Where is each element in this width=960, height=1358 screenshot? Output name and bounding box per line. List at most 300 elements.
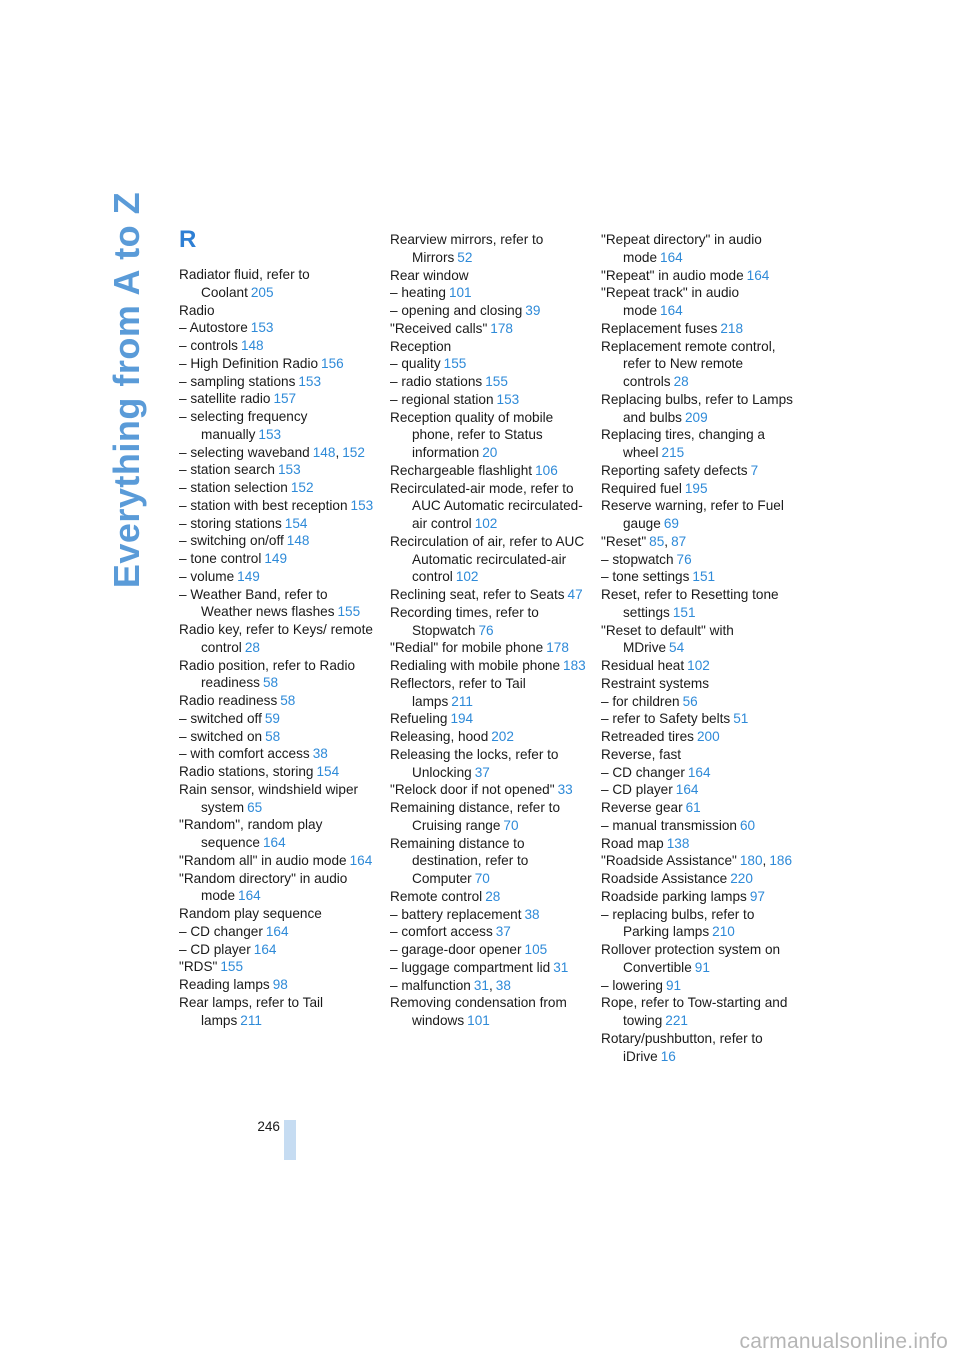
entry-text: – opening and closing bbox=[390, 303, 523, 318]
entry-text: "Redial" for mobile phone bbox=[390, 640, 544, 656]
index-entry bbox=[390, 799, 586, 835]
entry-text: – switching on/off bbox=[179, 533, 284, 549]
entry-text: "Relock door if not opened" bbox=[390, 782, 555, 798]
index-entry bbox=[601, 320, 797, 338]
index-entry bbox=[390, 941, 586, 959]
entry-text: – with comfort access bbox=[179, 746, 310, 762]
entry-text: – replacing bulbs, refer to Parking lamps bbox=[601, 906, 755, 940]
entry-text: Rotary/pushbutton, refer to iDrive bbox=[601, 1030, 763, 1064]
entry-text: – malfunction bbox=[390, 977, 471, 993]
page-reference-link[interactable]: 61 bbox=[685, 800, 701, 815]
entry-text: "Repeat directory" in audio mode bbox=[601, 232, 762, 265]
page-reference-link[interactable]: 151 bbox=[672, 604, 696, 620]
page-reference-link[interactable]: 102 bbox=[455, 569, 479, 585]
entry-text: – quality bbox=[390, 356, 441, 372]
index-entry bbox=[601, 906, 797, 942]
index-entry bbox=[179, 319, 375, 337]
index-entry bbox=[390, 373, 586, 391]
page-reference-link[interactable]: 70 bbox=[474, 871, 490, 886]
index-entry bbox=[601, 338, 797, 391]
index-entry bbox=[179, 461, 375, 479]
page-reference-link[interactable]: 20 bbox=[482, 445, 498, 460]
page-reference-link[interactable]: 209 bbox=[684, 409, 708, 425]
entry-text: Radio bbox=[179, 302, 215, 318]
page-reference-link[interactable]: 70 bbox=[503, 817, 519, 833]
page-reference-link[interactable]: 153 bbox=[496, 391, 520, 407]
entry-text: "Repeat track" in audio mode bbox=[601, 285, 740, 318]
page-reference-link[interactable]: 164 bbox=[746, 267, 770, 283]
index-entry bbox=[601, 284, 797, 320]
index-entry bbox=[601, 977, 797, 995]
page-reference-link[interactable]: 39 bbox=[525, 303, 541, 318]
index-entry bbox=[390, 586, 586, 604]
entry-text: Recirculated-air mode, refer to AUC Automatic recirculated-air control bbox=[390, 480, 583, 531]
page-reference-link[interactable]: 164 bbox=[262, 835, 286, 850]
index-entry bbox=[179, 941, 375, 959]
page-reference-link[interactable]: 76 bbox=[676, 551, 692, 567]
page-reference-link[interactable]: 91 bbox=[694, 959, 710, 975]
index-entry bbox=[179, 728, 375, 746]
page-reference-link[interactable]: 60 bbox=[740, 817, 756, 833]
page-reference-link[interactable]: 38 bbox=[495, 977, 511, 993]
page-reference-link[interactable]: 211 bbox=[240, 1012, 262, 1028]
index-entry bbox=[179, 515, 375, 533]
page-reference-link[interactable]: 202 bbox=[491, 729, 514, 744]
page-reference-link[interactable]: 148 bbox=[312, 444, 336, 460]
index-entry bbox=[390, 267, 586, 285]
index-entry bbox=[390, 923, 586, 941]
index-entry bbox=[601, 728, 797, 746]
page-reference-link[interactable]: 91 bbox=[665, 977, 682, 993]
side-title-text: Everything from A to Z bbox=[106, 191, 148, 589]
page-reference-link[interactable]: 218 bbox=[720, 320, 744, 336]
index-entry bbox=[601, 462, 797, 480]
page-separator: , bbox=[762, 853, 767, 869]
page-reference-link[interactable]: 195 bbox=[684, 480, 708, 496]
page-reference-link[interactable]: 16 bbox=[660, 1048, 676, 1064]
index-entry bbox=[390, 906, 586, 924]
index-entry bbox=[601, 231, 797, 267]
entry-text: – CD changer bbox=[179, 923, 263, 939]
page-reference-link[interactable]: 200 bbox=[696, 729, 720, 744]
index-entry bbox=[601, 586, 797, 622]
entry-text: – garage-door opener bbox=[390, 942, 522, 957]
entry-text: – Autostore bbox=[179, 320, 248, 336]
entry-text: – controls bbox=[179, 338, 238, 353]
index-entry bbox=[601, 657, 797, 675]
page-reference-link[interactable]: 178 bbox=[546, 640, 569, 656]
entry-text: – heating bbox=[390, 285, 446, 301]
index-entry bbox=[601, 267, 797, 285]
entry-text: Radio position, refer to Radio readiness bbox=[179, 657, 356, 691]
index-entry bbox=[179, 870, 375, 906]
entry-text: Roadside Assistance bbox=[601, 871, 728, 886]
index-entry bbox=[390, 781, 586, 799]
index-entry bbox=[390, 462, 586, 480]
index-entry bbox=[601, 764, 797, 782]
page-reference-link[interactable]: 105 bbox=[524, 942, 548, 957]
index-entry bbox=[601, 480, 797, 498]
entry-text: – station with best reception bbox=[179, 497, 348, 513]
entry-text: Redialing with mobile phone bbox=[390, 658, 561, 673]
page-reference-link[interactable]: 151 bbox=[692, 569, 716, 585]
entry-text: Retreaded tires bbox=[601, 729, 694, 744]
index-entry bbox=[390, 835, 586, 888]
entry-text: Recording times, refer to Stopwatch bbox=[390, 604, 539, 638]
index-entry bbox=[390, 302, 586, 320]
side-section-title bbox=[98, 191, 156, 589]
page-reference-link[interactable]: 154 bbox=[316, 764, 340, 779]
page-reference-link[interactable]: 186 bbox=[769, 853, 793, 869]
entry-text: – Weather Band, refer to Weather news flashes bbox=[179, 586, 335, 620]
index-entry bbox=[601, 568, 797, 586]
page-reference-link[interactable]: 28 bbox=[485, 888, 501, 904]
page-reference-link[interactable]: 51 bbox=[733, 711, 749, 727]
page-reference-link[interactable]: 164 bbox=[660, 303, 683, 318]
page-number-bar bbox=[284, 1120, 296, 1160]
entry-text: Required fuel bbox=[601, 480, 682, 496]
page-number: 246 bbox=[257, 1119, 280, 1134]
entry-text: – lowering bbox=[601, 977, 663, 993]
page-reference-link[interactable]: 155 bbox=[337, 604, 361, 620]
entry-text: – for children bbox=[601, 693, 680, 709]
page-reference-link[interactable]: 85 bbox=[649, 533, 665, 549]
page-reference-link[interactable]: 58 bbox=[280, 693, 296, 708]
index-entry bbox=[601, 799, 797, 817]
page-reference-link[interactable]: 52 bbox=[457, 249, 473, 265]
entry-text: Rollover protection system on Convertible bbox=[601, 942, 781, 975]
page-reference-link[interactable]: 205 bbox=[250, 284, 274, 300]
entry-text: Recirculation of air, refer to AUC Automatic recirculated-air control bbox=[390, 533, 585, 585]
page-separator: , bbox=[335, 444, 340, 460]
page-reference-link[interactable]: 31 bbox=[553, 959, 569, 975]
entry-text: Releasing the locks, refer to Unlocking bbox=[390, 746, 559, 780]
index-entry bbox=[601, 870, 797, 888]
page-reference-link[interactable]: 155 bbox=[220, 959, 244, 975]
entry-text: Restraint systems bbox=[601, 675, 710, 691]
entry-text: "Received calls" bbox=[390, 320, 488, 336]
entry-text: Remaining distance to destination, refer to Computer bbox=[390, 835, 529, 886]
entry-text: Reading lamps bbox=[179, 977, 270, 992]
entry-text: – tone control bbox=[179, 551, 262, 566]
entry-text: – CD changer bbox=[601, 764, 685, 780]
entry-text: – CD player bbox=[601, 782, 673, 798]
page-reference-link[interactable]: 164 bbox=[675, 782, 699, 798]
page-reference-link[interactable]: 211 bbox=[451, 693, 473, 709]
index-entry bbox=[601, 675, 797, 693]
index-entry bbox=[390, 728, 586, 746]
entry-text: – tone settings bbox=[601, 569, 690, 585]
index-entry bbox=[601, 888, 797, 906]
page-reference-link[interactable]: 215 bbox=[661, 445, 685, 460]
index-entry bbox=[179, 550, 375, 568]
entry-text: "Roadside Assistance" bbox=[601, 853, 737, 869]
page-reference-link[interactable]: 101 bbox=[467, 1013, 490, 1028]
entry-text: Refueling bbox=[390, 711, 448, 727]
entry-text: Radio stations, storing bbox=[179, 764, 314, 779]
entry-text: Replacement remote control, refer to New remote controls bbox=[601, 338, 776, 389]
entry-text: Reserve warning, refer to Fuel gauge bbox=[601, 498, 784, 531]
index-entry bbox=[179, 710, 375, 728]
index-entry bbox=[179, 302, 375, 320]
index-entry bbox=[390, 284, 586, 302]
page-reference-link[interactable]: 164 bbox=[265, 923, 289, 939]
page-reference-link[interactable]: 58 bbox=[265, 728, 281, 744]
entry-text: – CD player bbox=[179, 941, 251, 957]
entry-text: – comfort access bbox=[390, 924, 493, 940]
index-entry bbox=[390, 338, 586, 356]
entry-text: – switched on bbox=[179, 728, 263, 744]
page-separator: , bbox=[664, 533, 669, 549]
entry-text: Random play sequence bbox=[179, 906, 322, 921]
entry-text: – selecting frequency manually bbox=[179, 409, 308, 442]
page-reference-link[interactable]: 102 bbox=[687, 658, 710, 673]
entry-text: Reclining seat, refer to Seats bbox=[390, 587, 565, 602]
page-reference-link[interactable]: 28 bbox=[244, 639, 260, 655]
page-reference-link[interactable]: 220 bbox=[730, 871, 753, 886]
entry-text: Rearview mirrors, refer to Mirrors bbox=[390, 232, 544, 265]
entry-text: – satellite radio bbox=[179, 391, 271, 407]
page-reference-link[interactable]: 97 bbox=[749, 888, 765, 904]
index-entry bbox=[601, 835, 797, 853]
entry-text: – sampling stations bbox=[179, 373, 296, 389]
entry-text: Rear lamps, refer to Tail lamps bbox=[179, 994, 324, 1028]
index-entry bbox=[390, 746, 586, 782]
page-reference-link[interactable]: 154 bbox=[284, 515, 308, 531]
page-reference-link[interactable]: 76 bbox=[478, 622, 494, 638]
index-entry bbox=[601, 391, 797, 427]
page-reference-link[interactable]: 56 bbox=[682, 693, 698, 709]
page-reference-link[interactable]: 98 bbox=[272, 977, 288, 992]
index-entry bbox=[390, 391, 586, 409]
entry-text: Reverse, fast bbox=[601, 746, 682, 762]
index-entry bbox=[601, 426, 797, 462]
index-entry bbox=[179, 568, 375, 586]
index-entry bbox=[179, 355, 375, 373]
index-entry bbox=[179, 586, 375, 622]
entry-text: – regional station bbox=[390, 391, 494, 407]
entry-text: Replacing bulbs, refer to Lamps and bulbs bbox=[601, 391, 793, 425]
index-entry bbox=[601, 622, 797, 658]
index-entry bbox=[390, 710, 586, 728]
entry-text: Reception quality of mobile phone, refer to Status information bbox=[390, 409, 554, 460]
index-entry bbox=[390, 888, 586, 906]
index-entry bbox=[390, 409, 586, 462]
index-entry bbox=[390, 639, 586, 657]
index-entry bbox=[390, 994, 586, 1030]
index-entry bbox=[179, 532, 375, 550]
page-reference-link[interactable]: 156 bbox=[321, 355, 344, 371]
entry-text: Rear window bbox=[390, 267, 469, 283]
entry-text: – luggage compartment lid bbox=[390, 959, 551, 975]
page-reference-link[interactable]: 164 bbox=[349, 852, 373, 868]
index-entry bbox=[601, 497, 797, 533]
entry-text: "Random all" in audio mode bbox=[179, 852, 347, 868]
page-reference-link[interactable]: 148 bbox=[240, 338, 264, 353]
entry-text: Road map bbox=[601, 835, 664, 851]
entry-text: – stopwatch bbox=[601, 551, 674, 567]
index-entry bbox=[390, 231, 586, 267]
index-entry bbox=[179, 905, 375, 923]
page-reference-link[interactable]: 58 bbox=[262, 675, 279, 691]
page-reference-link[interactable]: 149 bbox=[264, 551, 288, 566]
index-entry bbox=[179, 497, 375, 515]
page-reference-link[interactable]: 178 bbox=[490, 320, 513, 336]
entry-text: Remaining distance, refer to Cruising range bbox=[390, 800, 561, 833]
entry-text: – refer to Safety belts bbox=[601, 711, 731, 727]
entry-text: Roadside parking lamps bbox=[601, 888, 747, 904]
index-entry bbox=[179, 745, 375, 763]
index-column-3 bbox=[601, 231, 797, 1065]
page-reference-link[interactable]: 155 bbox=[443, 356, 467, 372]
page-reference-link[interactable]: 153 bbox=[250, 320, 274, 336]
page-reference-link[interactable]: 59 bbox=[264, 710, 280, 726]
entry-text: "Reset to default" with MDrive bbox=[601, 622, 734, 656]
watermark-text: carmanualsonline.info bbox=[739, 1330, 948, 1353]
section-letter-heading: R bbox=[179, 226, 197, 253]
page-reference-link[interactable]: 153 bbox=[350, 497, 374, 513]
page-reference-link[interactable]: 152 bbox=[290, 480, 314, 495]
entry-text: Replacing tires, changing a wheel bbox=[601, 427, 765, 460]
page-reference-link[interactable]: 37 bbox=[495, 924, 511, 940]
page-reference-link[interactable]: 153 bbox=[258, 426, 282, 442]
page-reference-link[interactable]: 7 bbox=[750, 462, 759, 478]
index-entry bbox=[390, 604, 586, 640]
page-reference-link[interactable]: 38 bbox=[312, 746, 328, 762]
index-entry bbox=[601, 551, 797, 569]
entry-text: – selecting waveband bbox=[179, 444, 310, 460]
entry-text: – volume bbox=[179, 568, 235, 584]
index-entry bbox=[390, 977, 586, 995]
index-entry bbox=[601, 693, 797, 711]
index-entry bbox=[179, 781, 375, 817]
index-column-1 bbox=[179, 266, 375, 1029]
page-reference-link[interactable]: 152 bbox=[342, 444, 365, 460]
page-reference-link[interactable]: 65 bbox=[247, 799, 263, 815]
page-reference-link[interactable]: 38 bbox=[524, 906, 540, 922]
index-entry bbox=[179, 373, 375, 391]
entry-text: – High Definition Radio bbox=[179, 355, 319, 371]
index-entry bbox=[179, 958, 375, 976]
index-entry bbox=[179, 408, 375, 444]
entry-text: Rechargeable flashlight bbox=[390, 462, 533, 478]
entry-text: – switched off bbox=[179, 710, 262, 726]
index-entry bbox=[179, 994, 375, 1030]
index-entry bbox=[179, 976, 375, 994]
index-entry bbox=[179, 337, 375, 355]
index-entry bbox=[390, 959, 586, 977]
page-reference-link[interactable]: 183 bbox=[563, 658, 586, 673]
entry-text: Radio key, refer to Keys/ remote control bbox=[179, 622, 373, 655]
index-entry bbox=[179, 444, 375, 462]
index-entry bbox=[601, 746, 797, 764]
page-reference-link[interactable]: 31 bbox=[473, 977, 489, 993]
page-reference-link[interactable]: 153 bbox=[298, 373, 322, 389]
entry-text: Removing condensation from windows bbox=[390, 995, 567, 1028]
page-reference-link[interactable]: 221 bbox=[665, 1013, 688, 1028]
entry-text: Reverse gear bbox=[601, 800, 683, 815]
index-entry bbox=[601, 817, 797, 835]
index-entry bbox=[390, 480, 586, 533]
page-reference-link[interactable]: 54 bbox=[669, 640, 685, 656]
entry-text: Radio readiness bbox=[179, 693, 278, 708]
index-entry bbox=[601, 533, 797, 551]
entry-text: "Repeat" in audio mode bbox=[601, 267, 744, 283]
entry-text: – manual transmission bbox=[601, 817, 737, 833]
page-reference-link[interactable]: 164 bbox=[660, 249, 683, 265]
page-reference-link[interactable]: 153 bbox=[277, 462, 301, 478]
entry-text: Reset, refer to Resetting tone settings bbox=[601, 587, 779, 620]
index-entry bbox=[601, 941, 797, 977]
index-entry bbox=[601, 1030, 797, 1066]
entry-text: "Random", random play sequence bbox=[179, 817, 323, 850]
page-reference-link[interactable]: 37 bbox=[474, 764, 490, 780]
index-entry bbox=[179, 657, 375, 693]
page-reference-link[interactable]: 164 bbox=[687, 764, 711, 780]
page-reference-link[interactable]: 102 bbox=[474, 516, 498, 531]
page-reference-link[interactable]: 210 bbox=[712, 924, 735, 940]
entry-text: "Random directory" in audio mode bbox=[179, 870, 348, 904]
page-reference-link[interactable]: 194 bbox=[450, 711, 474, 727]
entry-text: Rain sensor, windshield wiper system bbox=[179, 781, 359, 815]
page-reference-link[interactable]: 155 bbox=[485, 374, 508, 389]
entry-text: Reflectors, refer to Tail lamps bbox=[390, 675, 526, 709]
page-reference-link[interactable]: 69 bbox=[663, 516, 679, 531]
index-entry bbox=[179, 692, 375, 710]
page-reference-link[interactable]: 28 bbox=[673, 374, 689, 389]
entry-text: Reporting safety defects bbox=[601, 462, 748, 478]
page-reference-link[interactable]: 164 bbox=[238, 888, 261, 904]
index-entry bbox=[601, 781, 797, 799]
entry-text: – storing stations bbox=[179, 515, 282, 531]
page-reference-link[interactable]: 164 bbox=[253, 941, 277, 957]
page-reference-link[interactable]: 180 bbox=[739, 853, 763, 869]
page-reference-link[interactable]: 138 bbox=[666, 835, 690, 851]
page-reference-link[interactable]: 87 bbox=[671, 533, 687, 549]
entry-text: – station selection bbox=[179, 480, 288, 495]
index-entry bbox=[179, 763, 375, 781]
index-entry bbox=[179, 390, 375, 408]
page-reference-link[interactable]: 47 bbox=[567, 587, 583, 602]
index-entry bbox=[179, 852, 375, 870]
entry-text: "RDS" bbox=[179, 959, 218, 975]
page-reference-link[interactable]: 101 bbox=[448, 285, 472, 301]
index-entry bbox=[179, 266, 375, 302]
entry-text: – battery replacement bbox=[390, 906, 522, 922]
entry-text: Rope, refer to Tow-starting and towing bbox=[601, 995, 788, 1028]
entry-text: Reception bbox=[390, 338, 452, 354]
index-entry bbox=[601, 994, 797, 1030]
page-reference-link[interactable]: 149 bbox=[237, 568, 260, 584]
page-reference-link[interactable]: 157 bbox=[273, 391, 297, 407]
entry-text: Replacement fuses bbox=[601, 320, 718, 336]
entry-text: Residual heat bbox=[601, 658, 685, 673]
index-entry bbox=[390, 657, 586, 675]
page-reference-link[interactable]: 33 bbox=[557, 782, 573, 798]
entry-text: "Reset" bbox=[601, 533, 647, 549]
page-separator: , bbox=[488, 977, 493, 993]
page-reference-link[interactable]: 148 bbox=[286, 533, 310, 549]
index-entry bbox=[179, 816, 375, 852]
index-column-2 bbox=[390, 231, 586, 1030]
index-entry bbox=[179, 621, 375, 657]
entry-text: Radiator fluid, refer to Coolant bbox=[179, 267, 310, 300]
index-entry bbox=[601, 852, 797, 870]
index-entry bbox=[601, 710, 797, 728]
entry-text: – station search bbox=[179, 462, 275, 478]
index-entry bbox=[390, 675, 586, 711]
page-reference-link[interactable]: 106 bbox=[535, 462, 558, 478]
